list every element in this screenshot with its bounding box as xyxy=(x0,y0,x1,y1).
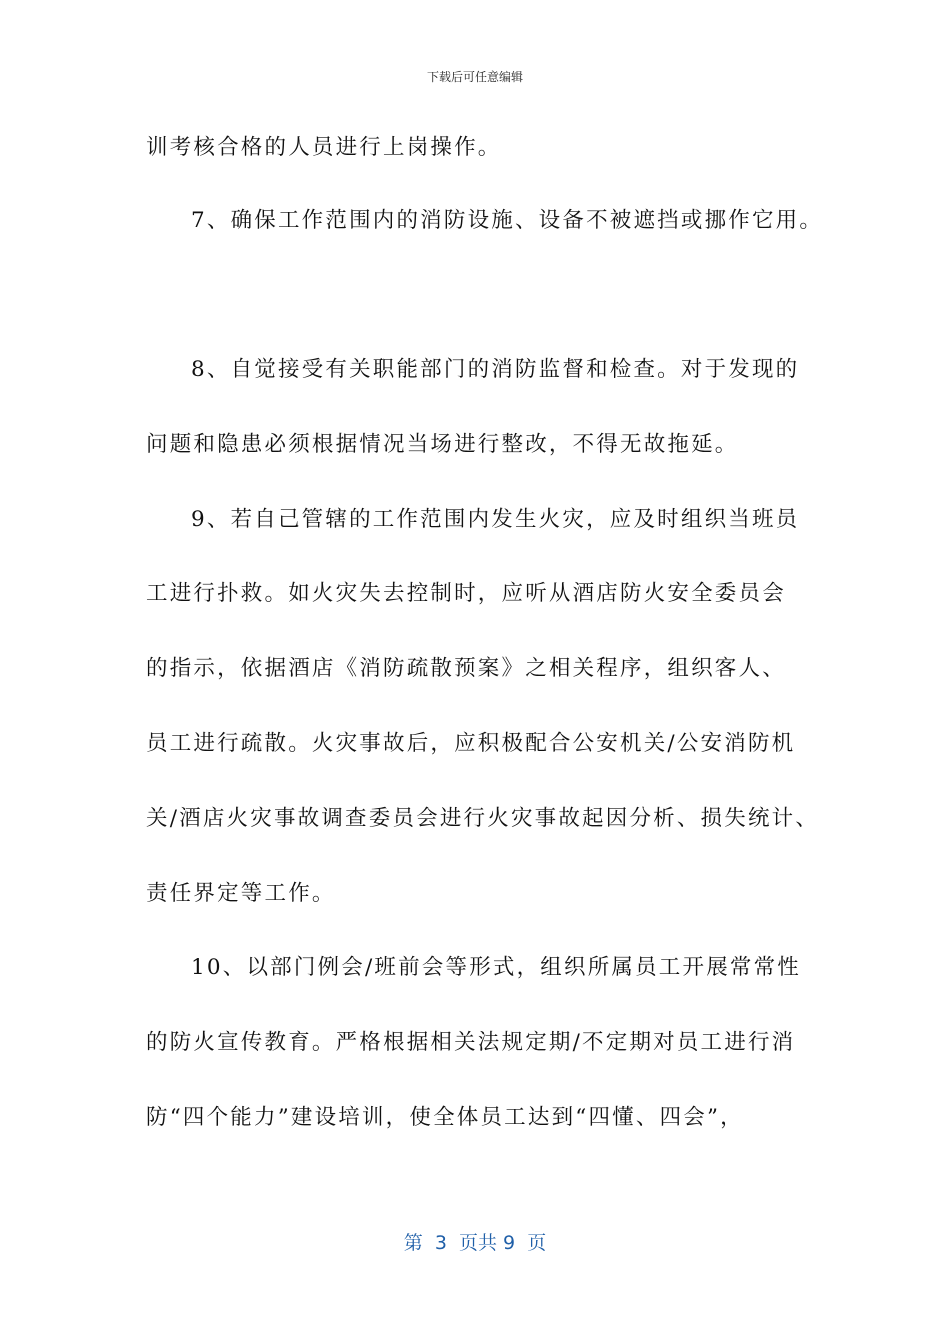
text-line: 责任界定等工作。 xyxy=(146,881,336,906)
text-line: 8、自觉接受有关职能部门的消防监督和检查。对于发现的 xyxy=(191,357,800,382)
page-number-footer: 第 3 页共 9 页 xyxy=(403,1232,547,1254)
text-line: 10、以部门例会/班前会等形式，组织所属员工开展常常性 xyxy=(191,955,802,980)
text-line: 工进行扑救。如火灾失去控制时，应听从酒店防火安全委员会 xyxy=(146,581,786,606)
text-line: 关/酒店火灾事故调查委员会进行火灾事故起因分析、损失统计、 xyxy=(146,806,820,831)
text-line: 训考核合格的人员进行上岗操作。 xyxy=(146,135,502,160)
text-line: 的防火宣传教育。严格根据相关法规定期/不定期对员工进行消 xyxy=(146,1030,796,1055)
text-line: 防“四个能力”建设培训，使全体员工达到“四懂、四会”， xyxy=(146,1105,744,1130)
text-line: 9、若自己管辖的工作范围内发生火灾，应及时组织当班员 xyxy=(191,507,800,532)
text-line: 7、确保工作范围内的消防设施、设备不被遮挡或挪作它用。 xyxy=(191,208,824,233)
text-line: 的指示，依据酒店《消防疏散预案》之相关程序，组织客人、 xyxy=(146,656,786,681)
page-header-note: 下载后可任意编辑 xyxy=(426,70,523,84)
text-line: 问题和隐患必须根据情况当场进行整改，不得无故拖延。 xyxy=(146,432,739,457)
text-line: 员工进行疏散。火灾事故后，应积极配合公安机关/公安消防机 xyxy=(146,731,796,756)
